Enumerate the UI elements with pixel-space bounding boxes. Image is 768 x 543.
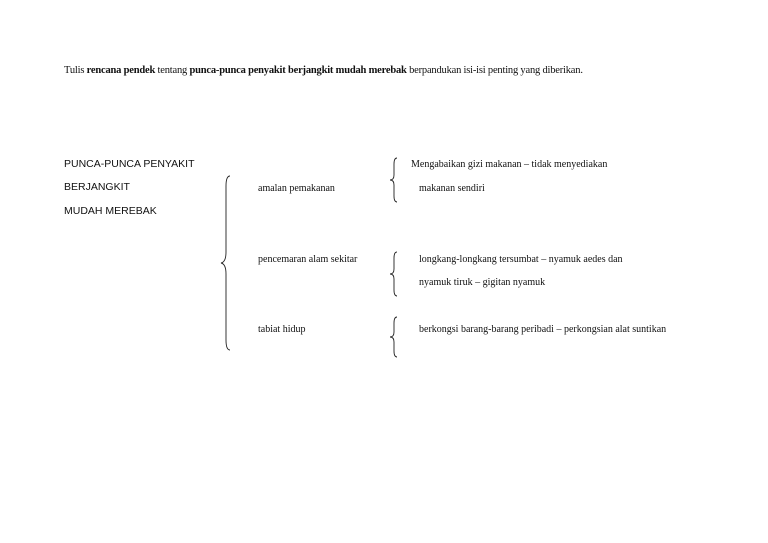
detail-pencemaran-line-2: nyamuk tiruk – gigitan nyamuk <box>419 277 546 288</box>
instruction-bold-1: rencana pendek <box>86 65 156 76</box>
instruction-part-2: tentang <box>155 65 190 76</box>
brace-amalan-pemakanan <box>388 157 400 203</box>
topic-line-3: MUDAH MEREBAK <box>64 205 157 217</box>
detail-amalan-line-2: makanan sendiri <box>419 183 485 194</box>
category-tabiat-hidup: tabiat hidup <box>258 324 306 335</box>
category-amalan-pemakanan: amalan pemakanan <box>258 183 335 194</box>
instruction-part-3: berpandukan isi-isi penting yang diberikan. <box>406 65 583 76</box>
brace-tabiat-hidup <box>388 316 400 358</box>
main-brace <box>218 174 234 352</box>
topic-line-2: BERJANGKIT <box>64 181 130 193</box>
topic-line-1: PUNCA-PUNCA PENYAKIT <box>64 158 195 170</box>
detail-pencemaran-line-1: longkang-longkang tersumbat – nyamuk aedes dan <box>419 254 623 265</box>
instruction-text <box>64 65 583 76</box>
instruction-part-1: Tulis <box>64 65 87 76</box>
category-pencemaran-alam-sekitar: pencemaran alam sekitar <box>258 254 358 265</box>
instruction-bold-2: punca-punca penyakit berjangkit mudah merebak <box>189 65 407 76</box>
detail-tabiat-line-1: berkongsi barang-barang peribadi – perkongsian alat suntikan <box>419 324 667 335</box>
brace-pencemaran-alam-sekitar <box>388 251 400 297</box>
detail-amalan-line-1: Mengabaikan gizi makanan – tidak menyediakan <box>411 159 608 170</box>
